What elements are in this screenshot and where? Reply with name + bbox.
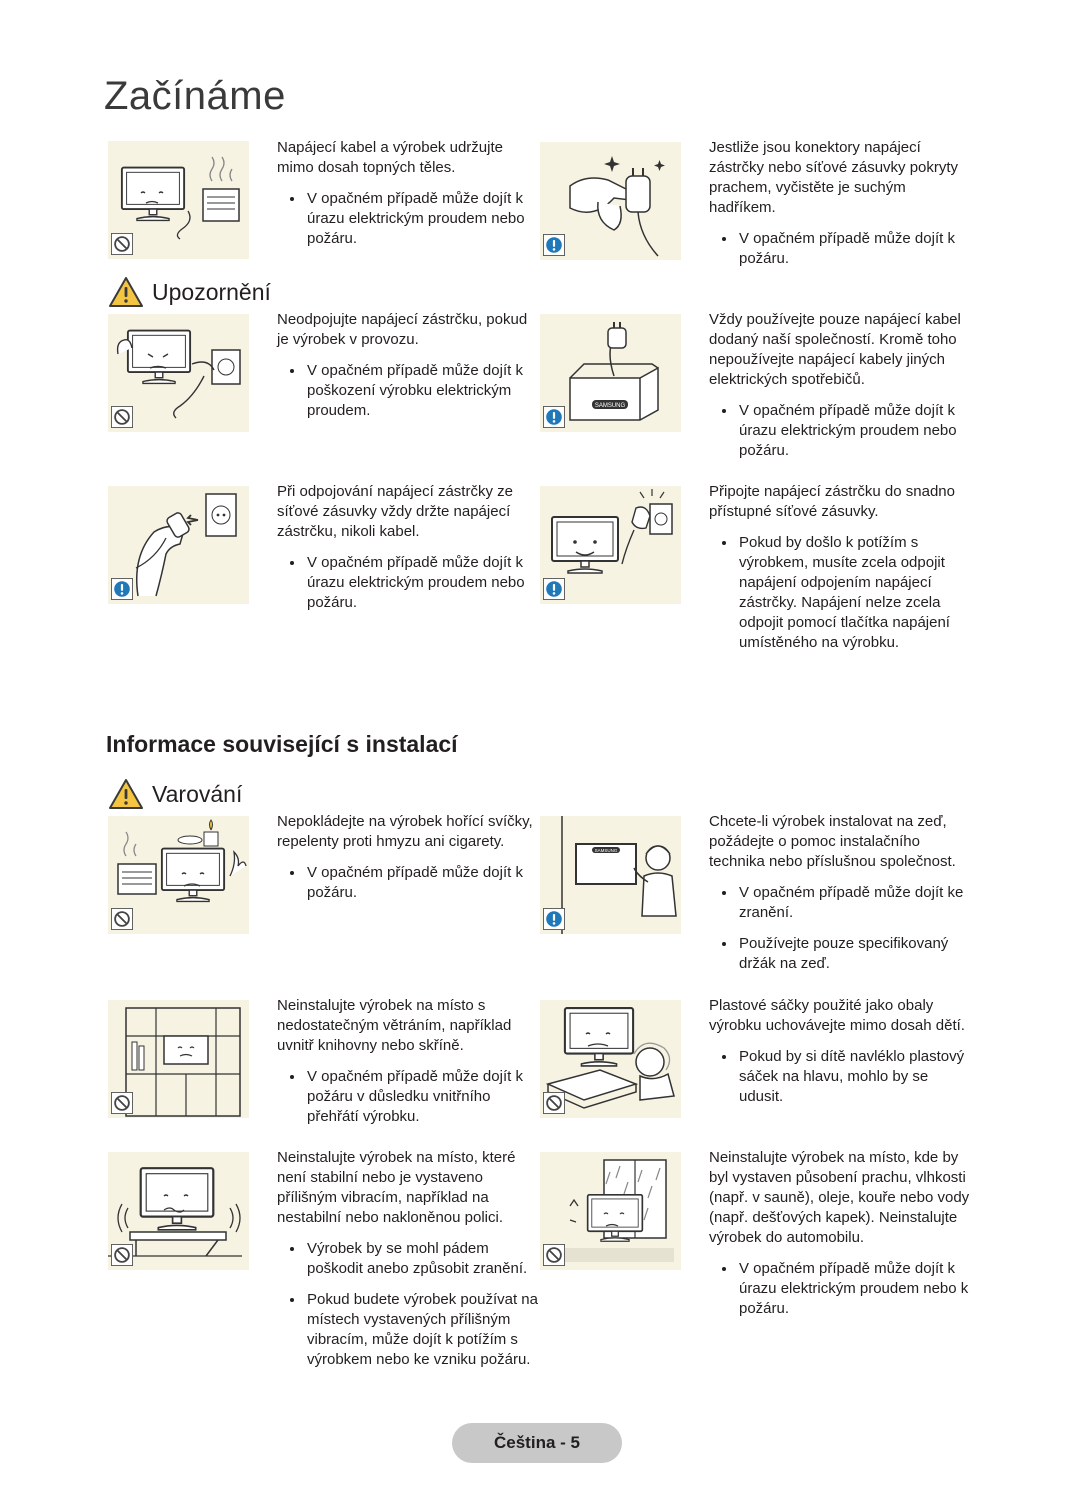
illustration-plug-in-box <box>540 314 681 432</box>
item-lead: Připojte napájecí zástrčku do snadno přístupné síťové zásuvky. <box>709 483 955 520</box>
illustration-technician-wall-mount <box>540 816 681 934</box>
item-lead: Napájecí kabel a výrobek udržujte mimo dosah topných těles. <box>277 139 503 176</box>
item-bullet: • Používejte pouze specifikovaný držák na zeď. <box>737 934 971 974</box>
item-bullet: • Pokud by došlo k potížím s výrobkem, musíte zcela odpojit napájení odpojením napájecí zástrčky. Napájení nelze zcela odpojit pomocí tlačítka napájení umístěného na výrobku. <box>737 533 971 653</box>
caution-heading <box>108 276 271 308</box>
item-2-text <box>709 138 971 280</box>
item-10-text <box>709 996 971 1118</box>
item-4-text <box>709 310 971 472</box>
page-number-badge: Čeština - 5 <box>452 1423 622 1463</box>
illustration-monitor-near-outlet <box>540 486 681 604</box>
illustration-monitor-in-rain <box>540 1152 681 1270</box>
item-lead: Jestliže jsou konektory napájecí zástrčky nebo síťové zásuvky pokryty prachem, vyčistěte je suchým hadříkem. <box>709 139 959 216</box>
warning-heading <box>108 778 242 810</box>
illustration-cleaning-plug <box>540 142 681 260</box>
item-bullet: • V opačném případě může dojít k úrazu elektrickým proudem nebo požáru. <box>737 401 971 461</box>
prohibition-icon <box>111 908 132 929</box>
item-lead: Chcete-li výrobek instalovat na zeď, požádejte o pomoc instalačního technika nebo příslušnou společnost. <box>709 813 956 870</box>
prohibition-icon <box>111 406 132 427</box>
item-lead: Neinstalujte výrobek na místo, kde by byl vystaven působení prachu, vlhkosti (např. v sauně), oleje, kouře nebo vody (např. dešťových kapek). Neinstalujte výrobek do automobilu. <box>709 1149 970 1246</box>
item-1-text <box>277 138 539 260</box>
item-bullet: • V opačném případě může dojít k úrazu elektrickým proudem nebo požáru. <box>305 553 539 613</box>
warning-triangle-icon <box>108 778 144 810</box>
item-bullet: • Pokud by si dítě navléklo plastový sáček na hlavu, mohlo by se udusit. <box>737 1047 971 1107</box>
prohibition-icon <box>111 1244 132 1265</box>
exclamation-icon <box>543 406 564 427</box>
caution-heading-label: Upozornění <box>152 278 271 305</box>
item-lead: Vždy používejte pouze napájecí kabel dodaný naší společností. Kromě toho nepoužívejte napájecí kabely jiných elektrických spotřebičů. <box>709 311 961 388</box>
item-bullet: • Výrobek by se mohl pádem poškodit anebo způsobit zranění. <box>305 1239 539 1279</box>
item-8-text <box>709 812 971 985</box>
item-lead: Při odpojování napájecí zástrčky ze síťové zásuvky vždy držte napájecí zástrčku, nikoli kabel. <box>277 483 513 540</box>
item-9-text <box>277 996 539 1138</box>
samsung-logo-text: SAMSUNG <box>594 403 626 409</box>
warning-triangle-icon <box>108 276 144 308</box>
prohibition-icon <box>111 1092 132 1113</box>
item-bullet: • V opačném případě může dojít k požáru. <box>305 863 539 903</box>
item-bullet: • V opačném případě může dojít ke zranění. <box>737 883 971 923</box>
item-bullet: • V opačném případě může dojít k požáru v důsledku vnitřního přehřátí výrobku. <box>305 1067 539 1127</box>
exclamation-icon <box>543 234 564 255</box>
item-lead: Neinstalujte výrobek na místo, které není stabilní nebo je vystaveno přílišným vibracím, například na nestabilní nebo nakloněnou polici. <box>277 1149 516 1226</box>
item-3-text <box>277 310 539 432</box>
illustration-monitor-unplugging <box>108 314 249 432</box>
samsung-logo-text: SAMSUNG <box>594 848 618 853</box>
exclamation-icon <box>543 578 564 599</box>
illustration-monitor-in-bookcase <box>108 1000 249 1118</box>
exclamation-icon <box>543 908 564 929</box>
illustration-hand-pulling-plug <box>108 486 249 604</box>
exclamation-icon <box>111 578 132 599</box>
illustration-monitor-on-shaky-shelf <box>108 1152 249 1270</box>
page-title: Začínáme <box>104 74 286 118</box>
illustration-child-plastic-bag <box>540 1000 681 1118</box>
illustration-monitor-near-heater <box>108 141 249 259</box>
warning-heading-label: Varování <box>152 780 243 807</box>
item-bullet: • V opačném případě může dojít k úrazu elektrickým proudem nebo k požáru. <box>737 1259 971 1319</box>
item-12-text <box>709 1148 971 1330</box>
item-11-text <box>277 1148 539 1381</box>
item-lead: Plastové sáčky použité jako obaly výrobku uchovávejte mimo dosah dětí. <box>709 997 965 1034</box>
prohibition-icon <box>543 1244 564 1265</box>
item-lead: Neodpojujte napájecí zástrčku, pokud je výrobek v provozu. <box>277 311 528 348</box>
item-5-text <box>277 482 539 624</box>
item-lead: Nepokládejte na výrobek hořící svíčky, repelenty proti hmyzu ani cigarety. <box>277 813 533 850</box>
item-6-text <box>709 482 971 664</box>
item-bullet: • V opačném případě může dojít k úrazu elektrickým proudem nebo požáru. <box>305 189 539 249</box>
item-7-text <box>277 812 539 914</box>
item-bullet: • Pokud budete výrobek používat na místech vystavených přílišným vibracím, může dojít k potížím s výrobkem nebo ke vzniku požáru. <box>305 1290 539 1370</box>
item-lead: Neinstalujte výrobek na místo s nedostatečným větráním, například uvnitř knihovny nebo skříně. <box>277 997 512 1054</box>
prohibition-icon <box>543 1092 564 1113</box>
item-bullet: • V opačném případě může dojít k poškození výrobku elektrickým proudem. <box>305 361 539 421</box>
prohibition-icon <box>111 233 132 254</box>
installation-section-heading: Informace související s instalací <box>106 731 458 757</box>
illustration-candles-on-monitor <box>108 816 249 934</box>
item-bullet: • V opačném případě může dojít k požáru. <box>737 229 971 269</box>
